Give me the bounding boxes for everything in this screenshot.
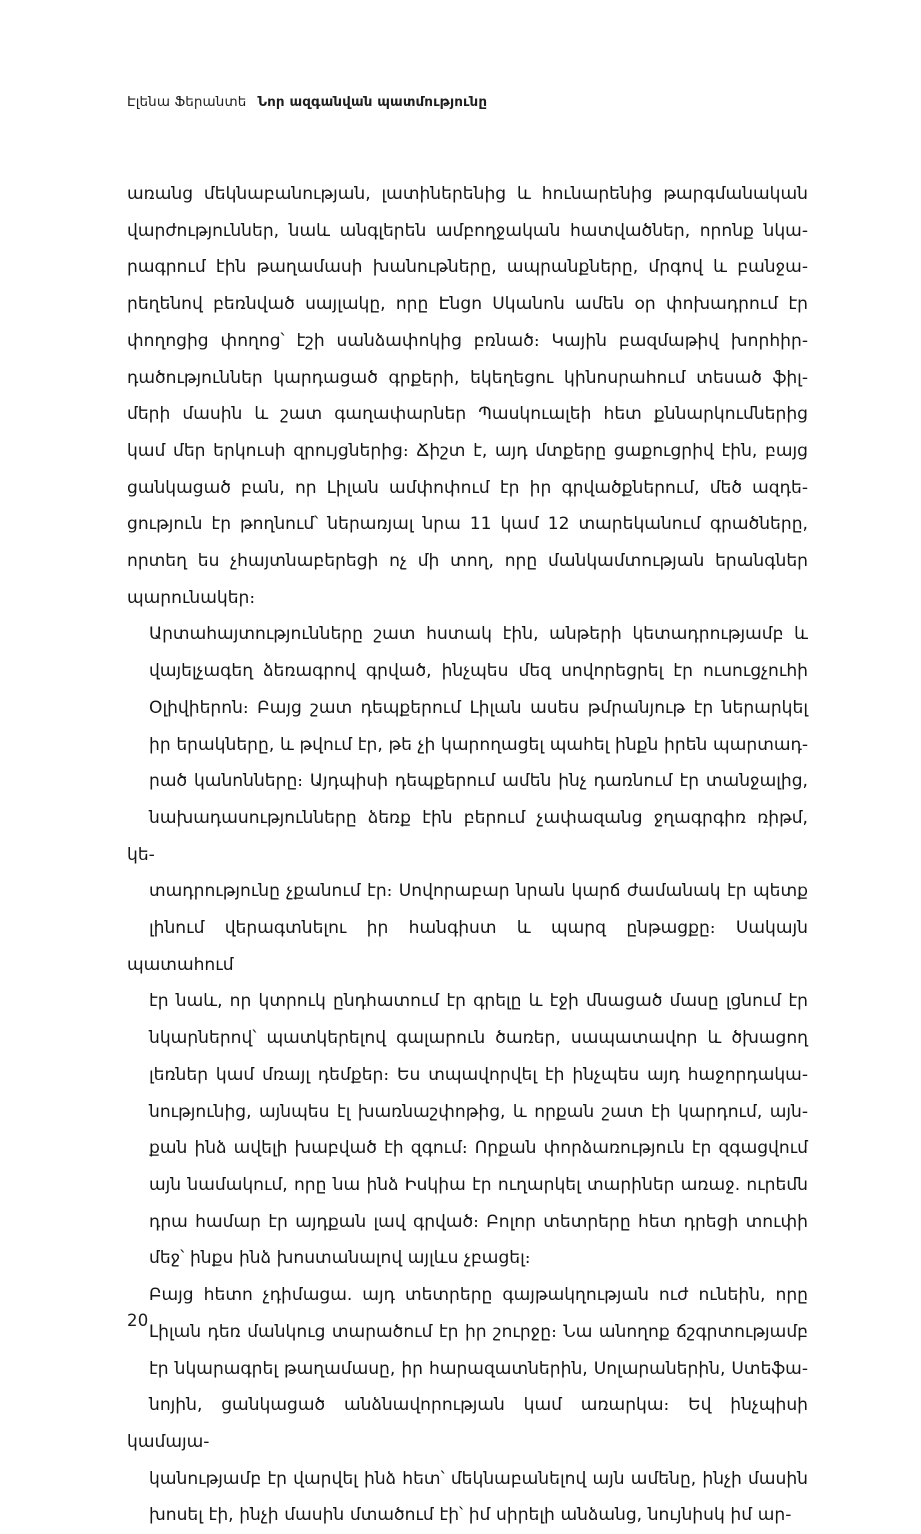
page-number: 20 [127,1311,149,1330]
text-line: իր երակները, և թվում էր, թե չի կարողացել պահել ինքն իրեն պարտադ- [149,734,808,755]
text-line: րած կանոնները։ Այդպիսի դեպքերում ամեն ինչ դառնում էր տանջալից, [149,771,808,792]
text-line: րեղենով բեռնված սայլակը, որը Էնցո Սկանոն ամեն օր փոխադրում էր [127,294,808,315]
text-line: մեջ՝ ինքս ինձ խոստանալով այլևս չբացել։ [149,1248,531,1269]
text-line: փողոցից փողոց՝ էշի սանձափոկից բռնած։ Կային բազմաթիվ խորհիր- [127,330,808,351]
text-line: նախադասությունները ձեռք էին բերում չափազանց ջղագրգիռ ռիթմ, կե- [127,807,814,865]
text-line: րագրում էին թաղամասի խանութները, ապրանքները, մրգով և բանջա- [127,257,808,278]
text-line: տադրությունը չքանում էր։ Սովորաբար նրան կարճ ժամանակ էր պետք [149,881,808,902]
text-line: ցանկացած բան, որ Լիլան ամփոփում էր իր գրվածքներում, մեծ ազդե- [127,477,808,498]
text-line: Բայց հետո չդիմացա. այդ տետրերը գայթակղության ուժ ունեին, որը [149,1285,808,1306]
paragraph [127,616,814,1277]
text-line: կանությամբ էր վարվել ինձ հետ՝ մեկնաբանելով այն ամենը, ինչի մասին [149,1468,808,1489]
header-author: Էլենա Ֆերանտե [127,94,247,110]
text-line: դածություններ կարդացած գրքերի, եկեղեցու կինոսրահում տեսած ֆիլ- [127,367,808,388]
text-line: Արտահայտությունները շատ հստակ էին, անթերի կետադրությամբ և [149,624,808,645]
text-line: որտեղ ես չհայտնաբերեցի ոչ մի տող, որը մանկամտության երանգներ [127,551,808,572]
text-line: Օլիվիերոն։ Բայց շատ դեպքերում Լիլան ասես թմրանյութ էր ներարկել [149,697,808,718]
text-line: էր նկարագրել թաղամասը, իր հարազատներին, Սոլարաներին, Ստեֆա- [149,1358,808,1379]
text-line: Լիլան դեռ մանկուց տարածում էր իր շուրջը։ Նա անողոք ճշգրտությամբ [149,1321,808,1342]
paragraph [127,1277,814,1534]
text-line: լինում վերագտնելու իր հանգիստ և պարզ ընթացքը։ Սակայն պատահում [127,918,814,975]
text-line: մերի մասին և շատ գաղափարներ Պասկուալեի հետ քննարկումներից [127,404,808,425]
paragraph [127,176,808,616]
text-line: առանց մեկնաբանության, լատիներենից և հունարենից թարգմանական [127,184,808,204]
text-line: ցություն էր թողնում՝ ներառյալ նրա 11 կամ 12 տարեկանում գրածները, [127,514,808,535]
text-line: էր նաև, որ կտրուկ ընդհատում էր գրելը և էջի մնացած մասը լցնում էր [149,991,808,1012]
text-line: վարժություններ, նաև անգլերեն ամբողջական հատվածներ, որոնք նկա- [127,220,808,241]
text-line: քան ինձ ավելի խաբված էի զգում։ Որքան փորձառություն էր զգացվում [149,1138,808,1159]
text-line: նկարներով՝ պատկերելով գալարուն ծառեր, սապատավոր և ծխացող [149,1028,808,1049]
body-text-block [127,176,814,1534]
text-line: կամ մեր երկուսի զրույցներից։ Ճիշտ է, այդ մտքերը ցաքուցրիվ էին, բայց [127,440,808,461]
header-book-title: Նոր ազգանվան պատմությունը [257,94,488,110]
running-header [127,94,807,111]
text-line: լեռներ կամ մռայլ դեմքեր։ Ես տպավորվել էի ինչպես այդ հաջորդակա- [149,1064,808,1085]
text-line: վայելչագեղ ձեռագրով գրված, ինչպես մեզ սովորեցրել էր ուսուցչուհի [149,661,808,682]
text-line: դրա համար էր այդքան լավ գրված։ Բոլոր տետրերը հետ դրեցի տուփի [149,1211,808,1232]
text-line: նությունից, այնպես էլ խառնաշփոթից, և որքան շատ էի կարդում, այն- [149,1101,808,1122]
text-line: պարունակեր։ [127,587,256,608]
text-line: այն նամակում, որը նա ինձ Իսկիա էր ուղարկել տարիներ առաջ. ուրեմն [149,1174,808,1195]
text-line: նոյին, ցանկացած անձնավորության կամ առարկա։ Եվ ինչպիսի կամայա- [127,1395,814,1452]
text-line: խոսել էի, ինչի մասին մտածում էի՝ իմ սիրելի անձանց, նույնիսկ իմ ար- [149,1505,792,1526]
